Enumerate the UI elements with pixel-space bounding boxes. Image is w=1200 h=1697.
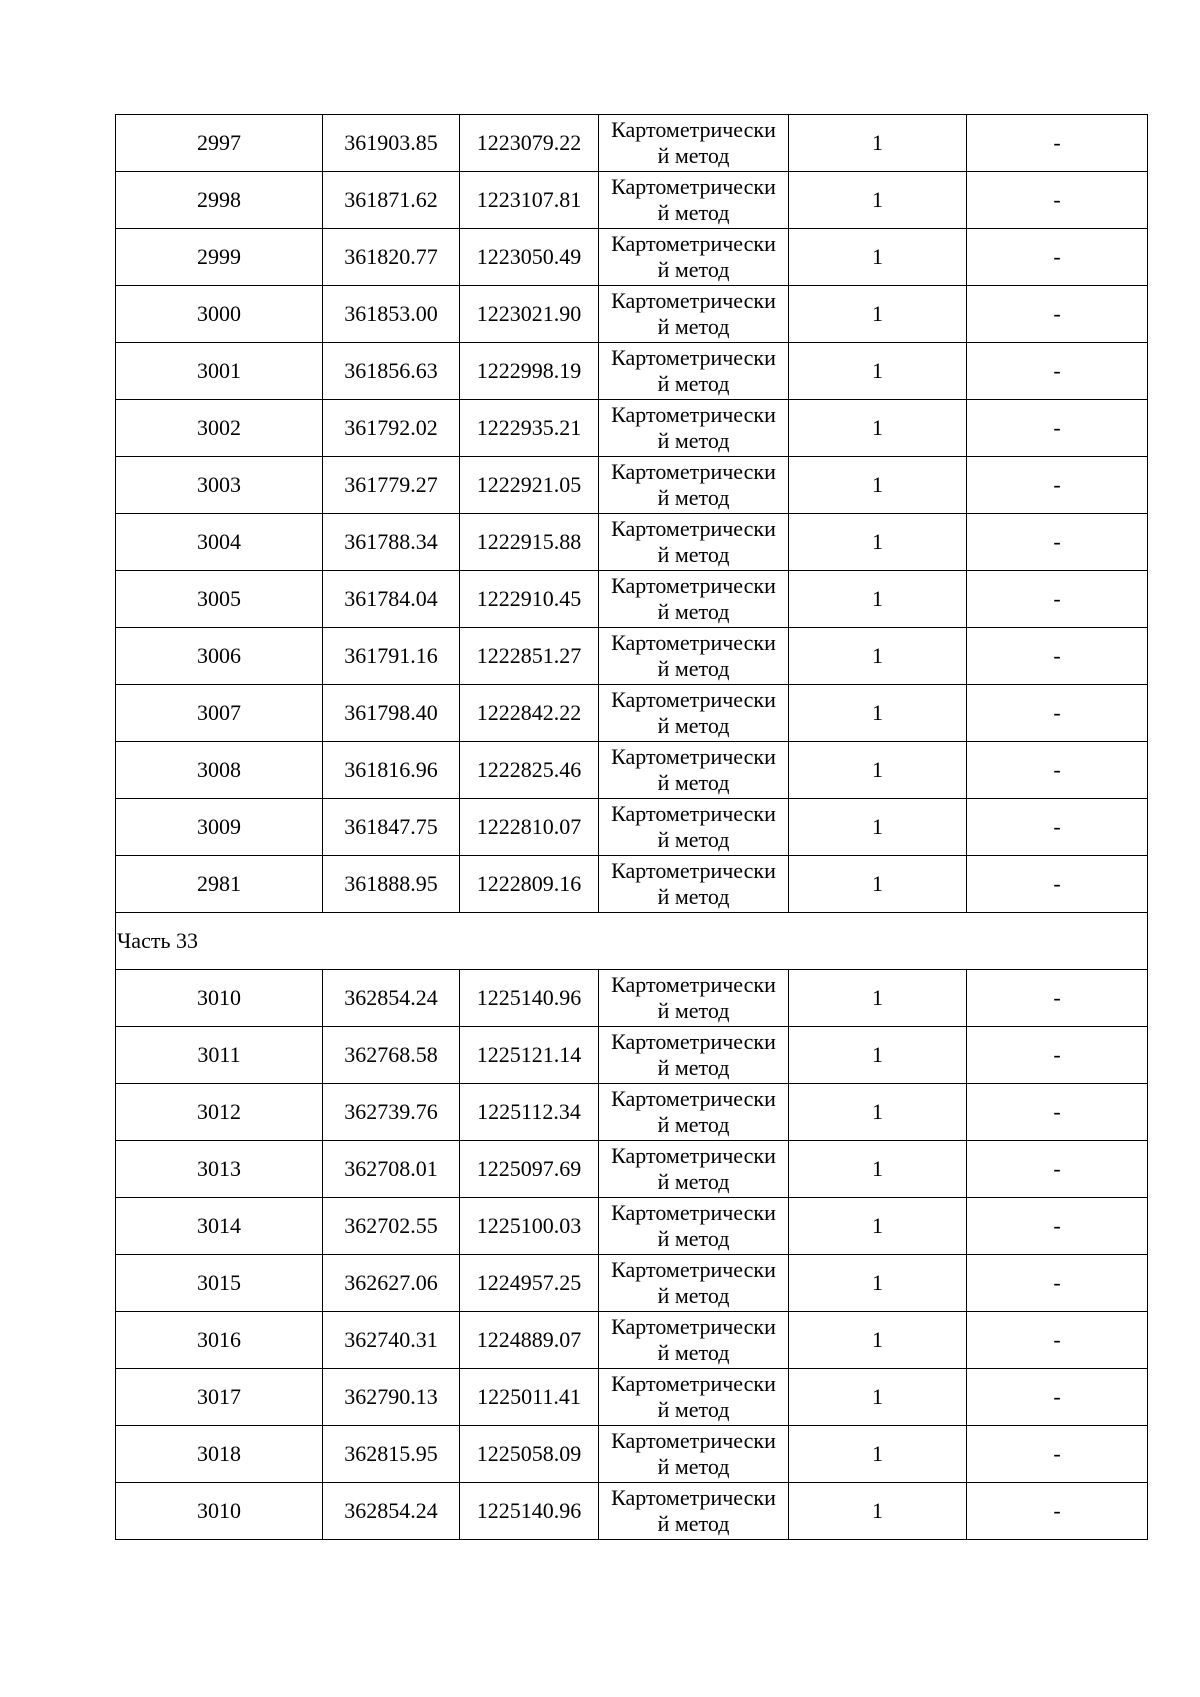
method-cell: [599, 1084, 789, 1141]
table-row: [116, 229, 1148, 286]
x-coordinate-cell: 362854.24: [323, 1483, 460, 1540]
table-row: [116, 799, 1148, 856]
method-text-line1: Картометрически: [611, 459, 776, 484]
table-row: [116, 970, 1148, 1027]
point-number-cell: 3017: [116, 1369, 323, 1426]
note-cell: -: [967, 742, 1148, 799]
method-text-line1: Картометрически: [611, 402, 776, 427]
y-coordinate-cell: 1222825.46: [460, 742, 599, 799]
table-row: [116, 1027, 1148, 1084]
y-coordinate-cell: 1223050.49: [460, 229, 599, 286]
method-text-line1: Картометрически: [611, 1143, 776, 1168]
point-number-cell: 3012: [116, 1084, 323, 1141]
method-cell: [599, 1483, 789, 1540]
accuracy-cell: 1: [789, 799, 967, 856]
x-coordinate-cell: 362768.58: [323, 1027, 460, 1084]
note-cell: -: [967, 856, 1148, 913]
x-coordinate-cell: 362739.76: [323, 1084, 460, 1141]
note-cell: -: [967, 457, 1148, 514]
note-cell: -: [967, 286, 1148, 343]
y-coordinate-cell: 1223107.81: [460, 172, 599, 229]
method-text-line1: Картометрически: [611, 1029, 776, 1054]
table-row: [116, 400, 1148, 457]
table-row: [116, 1141, 1148, 1198]
y-coordinate-cell: 1222851.27: [460, 628, 599, 685]
method-text-line1: Картометрически: [611, 1428, 776, 1453]
method-cell: [599, 514, 789, 571]
method-text-line2: й метод: [657, 371, 730, 396]
method-cell: [599, 970, 789, 1027]
y-coordinate-cell: 1225112.34: [460, 1084, 599, 1141]
method-text-line1: Картометрически: [611, 972, 776, 997]
y-coordinate-cell: 1225140.96: [460, 1483, 599, 1540]
accuracy-cell: 1: [789, 229, 967, 286]
point-number-cell: 3018: [116, 1426, 323, 1483]
y-coordinate-cell: 1222842.22: [460, 685, 599, 742]
method-text-line2: й метод: [657, 770, 730, 795]
table-row: [116, 1198, 1148, 1255]
y-coordinate-cell: 1222998.19: [460, 343, 599, 400]
point-number-cell: 3010: [116, 970, 323, 1027]
accuracy-cell: 1: [789, 1027, 967, 1084]
x-coordinate-cell: 362740.31: [323, 1312, 460, 1369]
method-text-line1: Картометрически: [611, 573, 776, 598]
y-coordinate-cell: 1222810.07: [460, 799, 599, 856]
point-number-cell: 3005: [116, 571, 323, 628]
accuracy-cell: 1: [789, 400, 967, 457]
point-number-cell: 3014: [116, 1198, 323, 1255]
y-coordinate-cell: 1225058.09: [460, 1426, 599, 1483]
table-row: [116, 1369, 1148, 1426]
x-coordinate-cell: 361856.63: [323, 343, 460, 400]
accuracy-cell: 1: [789, 628, 967, 685]
method-text-line2: й метод: [657, 200, 730, 225]
note-cell: -: [967, 400, 1148, 457]
note-cell: -: [967, 1312, 1148, 1369]
method-cell: [599, 457, 789, 514]
table-row: [116, 286, 1148, 343]
method-cell: [599, 286, 789, 343]
y-coordinate-cell: 1225011.41: [460, 1369, 599, 1426]
method-text-line2: й метод: [657, 1511, 730, 1536]
note-cell: -: [967, 1084, 1148, 1141]
method-cell: [599, 1198, 789, 1255]
point-number-cell: 3007: [116, 685, 323, 742]
method-cell: [599, 229, 789, 286]
method-cell: [599, 1426, 789, 1483]
x-coordinate-cell: 361820.77: [323, 229, 460, 286]
point-number-cell: 2999: [116, 229, 323, 286]
point-number-cell: 3011: [116, 1027, 323, 1084]
method-text-line2: й метод: [657, 143, 730, 168]
point-number-cell: 2981: [116, 856, 323, 913]
point-number-cell: 3006: [116, 628, 323, 685]
method-text-line2: й метод: [657, 428, 730, 453]
accuracy-cell: 1: [789, 1084, 967, 1141]
accuracy-cell: 1: [789, 1369, 967, 1426]
note-cell: -: [967, 628, 1148, 685]
note-cell: -: [967, 571, 1148, 628]
note-cell: -: [967, 970, 1148, 1027]
y-coordinate-cell: 1222915.88: [460, 514, 599, 571]
method-text-line2: й метод: [657, 1169, 730, 1194]
y-coordinate-cell: 1222910.45: [460, 571, 599, 628]
method-text-line2: й метод: [657, 1340, 730, 1365]
accuracy-cell: 1: [789, 856, 967, 913]
accuracy-cell: 1: [789, 1312, 967, 1369]
method-text-line1: Картометрически: [611, 174, 776, 199]
point-number-cell: 3008: [116, 742, 323, 799]
method-cell: [599, 742, 789, 799]
x-coordinate-cell: 362790.13: [323, 1369, 460, 1426]
accuracy-cell: 1: [789, 115, 967, 172]
method-text-line2: й метод: [657, 1226, 730, 1251]
y-coordinate-cell: 1225121.14: [460, 1027, 599, 1084]
method-text-line1: Картометрически: [611, 858, 776, 883]
method-cell: [599, 172, 789, 229]
method-text-line2: й метод: [657, 599, 730, 624]
x-coordinate-cell: 361784.04: [323, 571, 460, 628]
note-cell: -: [967, 1369, 1148, 1426]
table-row: [116, 1483, 1148, 1540]
note-cell: -: [967, 514, 1148, 571]
method-text-line2: й метод: [657, 542, 730, 567]
method-cell: [599, 571, 789, 628]
table-row: [116, 1084, 1148, 1141]
point-number-cell: 3000: [116, 286, 323, 343]
y-coordinate-cell: 1224889.07: [460, 1312, 599, 1369]
note-cell: -: [967, 1255, 1148, 1312]
note-cell: -: [967, 229, 1148, 286]
coordinates-table: [115, 114, 1148, 1540]
x-coordinate-cell: 361791.16: [323, 628, 460, 685]
table-row: [116, 343, 1148, 400]
accuracy-cell: 1: [789, 571, 967, 628]
method-text-line1: Картометрически: [611, 345, 776, 370]
method-cell: [599, 799, 789, 856]
note-cell: -: [967, 343, 1148, 400]
method-cell: [599, 1369, 789, 1426]
accuracy-cell: 1: [789, 1426, 967, 1483]
y-coordinate-cell: 1225100.03: [460, 1198, 599, 1255]
method-cell: [599, 343, 789, 400]
y-coordinate-cell: 1225140.96: [460, 970, 599, 1027]
note-cell: -: [967, 799, 1148, 856]
x-coordinate-cell: 361792.02: [323, 400, 460, 457]
point-number-cell: 3010: [116, 1483, 323, 1540]
note-cell: -: [967, 172, 1148, 229]
table-row: [116, 1312, 1148, 1369]
x-coordinate-cell: 361853.00: [323, 286, 460, 343]
point-number-cell: 3003: [116, 457, 323, 514]
accuracy-cell: 1: [789, 286, 967, 343]
method-text-line2: й метод: [657, 485, 730, 510]
x-coordinate-cell: 361847.75: [323, 799, 460, 856]
table-row: [116, 856, 1148, 913]
accuracy-cell: 1: [789, 970, 967, 1027]
method-text-line1: Картометрически: [611, 231, 776, 256]
x-coordinate-cell: 361903.85: [323, 115, 460, 172]
accuracy-cell: 1: [789, 1141, 967, 1198]
accuracy-cell: 1: [789, 742, 967, 799]
method-text-line1: Картометрически: [611, 1371, 776, 1396]
point-number-cell: 3004: [116, 514, 323, 571]
note-cell: -: [967, 685, 1148, 742]
x-coordinate-cell: 362702.55: [323, 1198, 460, 1255]
method-text-line2: й метод: [657, 998, 730, 1023]
note-cell: -: [967, 1198, 1148, 1255]
section-label: Часть 33: [116, 913, 1148, 970]
y-coordinate-cell: 1224957.25: [460, 1255, 599, 1312]
method-text-line2: й метод: [657, 827, 730, 852]
table-row: [116, 685, 1148, 742]
note-cell: -: [967, 115, 1148, 172]
x-coordinate-cell: 362854.24: [323, 970, 460, 1027]
x-coordinate-cell: 361779.27: [323, 457, 460, 514]
method-cell: [599, 856, 789, 913]
x-coordinate-cell: 361788.34: [323, 514, 460, 571]
method-cell: [599, 685, 789, 742]
point-number-cell: 3009: [116, 799, 323, 856]
accuracy-cell: 1: [789, 172, 967, 229]
point-number-cell: 3013: [116, 1141, 323, 1198]
method-text-line2: й метод: [657, 1055, 730, 1080]
method-text-line1: Картометрически: [611, 1485, 776, 1510]
note-cell: -: [967, 1483, 1148, 1540]
method-cell: [599, 1027, 789, 1084]
table-row: [116, 457, 1148, 514]
method-cell: [599, 1312, 789, 1369]
method-text-line1: Картометрически: [611, 1314, 776, 1339]
method-cell: [599, 1141, 789, 1198]
method-text-line1: Картометрически: [611, 630, 776, 655]
table-body: [116, 115, 1148, 1540]
x-coordinate-cell: 362815.95: [323, 1426, 460, 1483]
accuracy-cell: 1: [789, 457, 967, 514]
note-cell: -: [967, 1141, 1148, 1198]
accuracy-cell: 1: [789, 514, 967, 571]
y-coordinate-cell: 1223021.90: [460, 286, 599, 343]
table-row: [116, 514, 1148, 571]
method-text-line2: й метод: [657, 884, 730, 909]
method-text-line1: Картометрически: [611, 744, 776, 769]
method-text-line2: й метод: [657, 1454, 730, 1479]
accuracy-cell: 1: [789, 1255, 967, 1312]
table-row: [116, 172, 1148, 229]
note-cell: -: [967, 1426, 1148, 1483]
accuracy-cell: 1: [789, 343, 967, 400]
x-coordinate-cell: 361871.62: [323, 172, 460, 229]
method-text-line1: Картометрически: [611, 801, 776, 826]
method-text-line1: Картометрически: [611, 288, 776, 313]
table-row: [116, 571, 1148, 628]
point-number-cell: 2997: [116, 115, 323, 172]
point-number-cell: 2998: [116, 172, 323, 229]
point-number-cell: 3015: [116, 1255, 323, 1312]
method-cell: [599, 1255, 789, 1312]
method-text-line2: й метод: [657, 713, 730, 738]
point-number-cell: 3001: [116, 343, 323, 400]
y-coordinate-cell: 1225097.69: [460, 1141, 599, 1198]
point-number-cell: 3016: [116, 1312, 323, 1369]
y-coordinate-cell: 1222935.21: [460, 400, 599, 457]
y-coordinate-cell: 1222809.16: [460, 856, 599, 913]
accuracy-cell: 1: [789, 685, 967, 742]
method-text-line1: Картометрически: [611, 516, 776, 541]
table-row: [116, 1255, 1148, 1312]
y-coordinate-cell: 1222921.05: [460, 457, 599, 514]
table-row: [116, 115, 1148, 172]
x-coordinate-cell: 361798.40: [323, 685, 460, 742]
y-coordinate-cell: 1223079.22: [460, 115, 599, 172]
x-coordinate-cell: 362627.06: [323, 1255, 460, 1312]
accuracy-cell: 1: [789, 1483, 967, 1540]
method-cell: [599, 628, 789, 685]
method-text-line1: Картометрически: [611, 687, 776, 712]
method-text-line2: й метод: [657, 257, 730, 282]
method-text-line1: Картометрически: [611, 1086, 776, 1111]
table-row: [116, 628, 1148, 685]
x-coordinate-cell: 361816.96: [323, 742, 460, 799]
method-cell: [599, 400, 789, 457]
x-coordinate-cell: 361888.95: [323, 856, 460, 913]
x-coordinate-cell: 362708.01: [323, 1141, 460, 1198]
method-text-line2: й метод: [657, 314, 730, 339]
section-header-row: [116, 913, 1148, 970]
method-text-line1: Картометрически: [611, 117, 776, 142]
table-row: [116, 742, 1148, 799]
method-text-line2: й метод: [657, 656, 730, 681]
method-text-line1: Картометрически: [611, 1200, 776, 1225]
method-text-line2: й метод: [657, 1283, 730, 1308]
method-text-line2: й метод: [657, 1397, 730, 1422]
method-text-line2: й метод: [657, 1112, 730, 1137]
table-row: [116, 1426, 1148, 1483]
accuracy-cell: 1: [789, 1198, 967, 1255]
method-cell: [599, 115, 789, 172]
point-number-cell: 3002: [116, 400, 323, 457]
note-cell: -: [967, 1027, 1148, 1084]
method-text-line1: Картометрически: [611, 1257, 776, 1282]
